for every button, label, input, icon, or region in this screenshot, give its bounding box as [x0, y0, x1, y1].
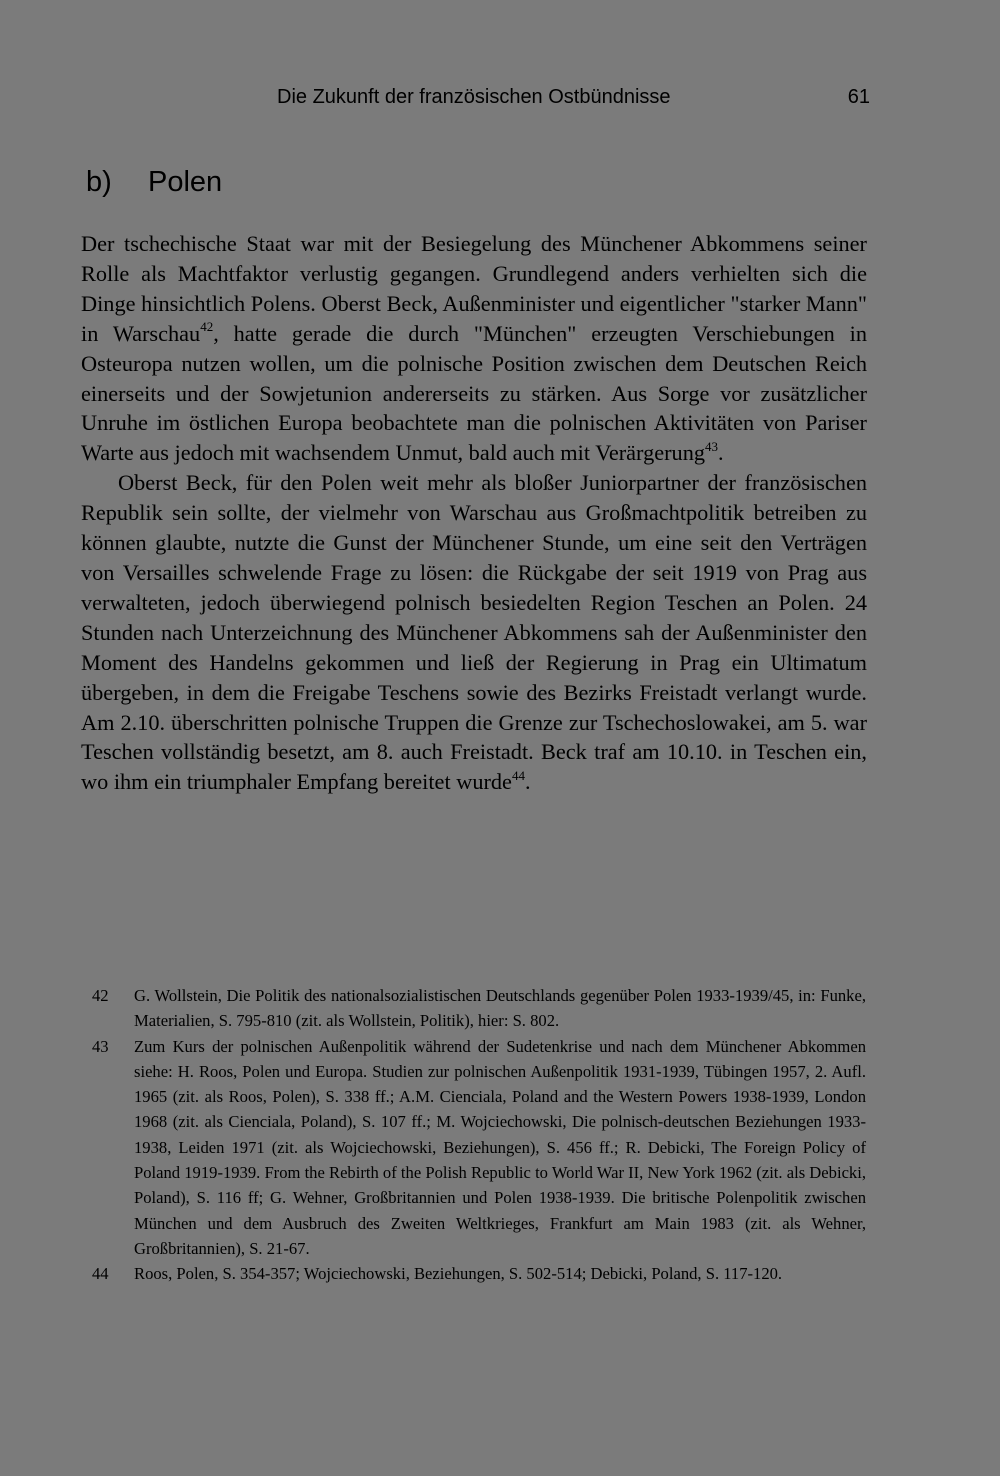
- footnote-text: Zum Kurs der polnischen Außenpolitik während der Sudetenkrise und nach dem Münchener Abkommen siehe: H. Roos, Polen und Europa. Studien zur polnischen Außenpolitik 1931-1939, Tübingen 1957, 2. Aufl. 1965 (zit. als Roos, Polen), S. 338 ff.; A.M. Cienciala, Poland and the Western Powers 1938-1939, London 1968 (zit. als Cienciala, Poland), S. 107 ff.; M. Wojciechowski, Die polnisch-deutschen Beziehungen 1933-1938, Leiden 1971 (zit. als Wojciechowski, Beziehungen), S. 456 ff.; R. Debicki, The Foreign Policy of Poland 1919-1939. From the Rebirth of the Polish Republic to World War II, New York 1962 (zit. als Debicki, Poland), S. 116 ff; G. Wehner, Großbritannien und Polen 1938-1939. Die britische Polenpolitik zwischen München und dem Ausbruch des Zweiten Weltkrieges, Frankfurt am Main 1983 (zit. als Wehner, Großbritannien), S. 21-67.: [134, 1036, 866, 1258]
- footnote: [80, 983, 866, 1034]
- paragraph: [81, 229, 867, 468]
- section-number: b): [86, 166, 112, 198]
- footnote-ref: 43: [705, 438, 718, 454]
- footnote-text: Roos, Polen, S. 354-357; Wojciechowski, Beziehungen, S. 502-514; Debicki, Poland, S. 117-120.: [134, 1264, 783, 1284]
- paragraph-text: Oberst Beck, für den Polen weit mehr als bloßer Juniorpartner der französischen Republik sein sollte, der vielmehr von Warschau aus Großmachtpolitik betreiben zu können glaubte, nutzte die Gunst der Münchener Stunde, um eine seit den Verträgen von Versailles schwelende Frage zu lösen: die Rückgabe der seit 1919 von Prag aus verwalteten, jedoch überwiegend polnisch besiedelten Region Teschen an Polen. 24 Stunden nach Unterzeichnung des Münchener Abkommens sah der Außenminister den Moment des Handelns gekommen und ließ der Regierung in Prag ein Ultimatum übergeben, in dem die Freigabe Teschens sowie des Bezirks Freistadt verlangt wurde. Am 2.10. überschritten polnische Truppen die Grenze zur Tschechoslowakei, am 5. war Teschen vollständig besetzt, am 8. auch Freistadt. Beck traf am 10.10. in Teschen ein, wo ihm ein triumphaler Empfang bereitet wurde: [81, 470, 867, 795]
- footnotes: [80, 983, 866, 1287]
- body-text: [81, 229, 867, 797]
- running-head: [80, 86, 870, 116]
- footnote: [80, 1261, 866, 1286]
- paragraph-text: .: [718, 440, 724, 466]
- paragraph-text: Der tschechische Staat war mit der Besiegelung des Münchener Abkommens seiner Rolle als Machtfaktor verlustig gegangen. Grundlegend anders verhielten sich die Dinge hinsichtlich Polens. Oberst Beck, Außenminister und eigentlicher "starker Mann" in Warschau: [81, 231, 867, 346]
- footnote-number: 42: [92, 986, 109, 1005]
- paragraph-text: .: [524, 769, 531, 795]
- footnote-number: 44: [92, 1264, 109, 1284]
- section-title: Polen: [148, 166, 223, 198]
- running-title: Die Zukunft der französischen Ostbündnisse: [277, 86, 671, 108]
- footnote-text: G. Wollstein, Die Politik des nationalsozialistischen Deutschlands gegenüber Polen 1933-1939/45, in: Funke, Materialien, S. 795-810 (zit. als Wollstein, Politik), hier: S. 802.: [134, 986, 866, 1031]
- footnote: [80, 1034, 866, 1262]
- paragraph-text: , hatte gerade die durch "München" erzeugten Verschiebungen in Osteuropa nutzen wollen, um die polnische Position zwischen dem Deutschen Reich einerseits und der Sowjetunion andererseits zu stärken. Aus Sorge vor zusätzlicher Unruhe im östlichen Europa beobachtete man die polnischen Aktivitäten von Pariser Warte aus jedoch mit wachsendem Unmut, bald auch mit Verärgerung: [81, 320, 868, 466]
- section-heading: [86, 166, 222, 199]
- footnote-number: 43: [92, 1036, 109, 1056]
- footnote-ref: 42: [200, 319, 214, 335]
- page-number: 61: [847, 86, 870, 108]
- paragraph: [81, 468, 867, 797]
- footnote-ref: 44: [511, 767, 525, 783]
